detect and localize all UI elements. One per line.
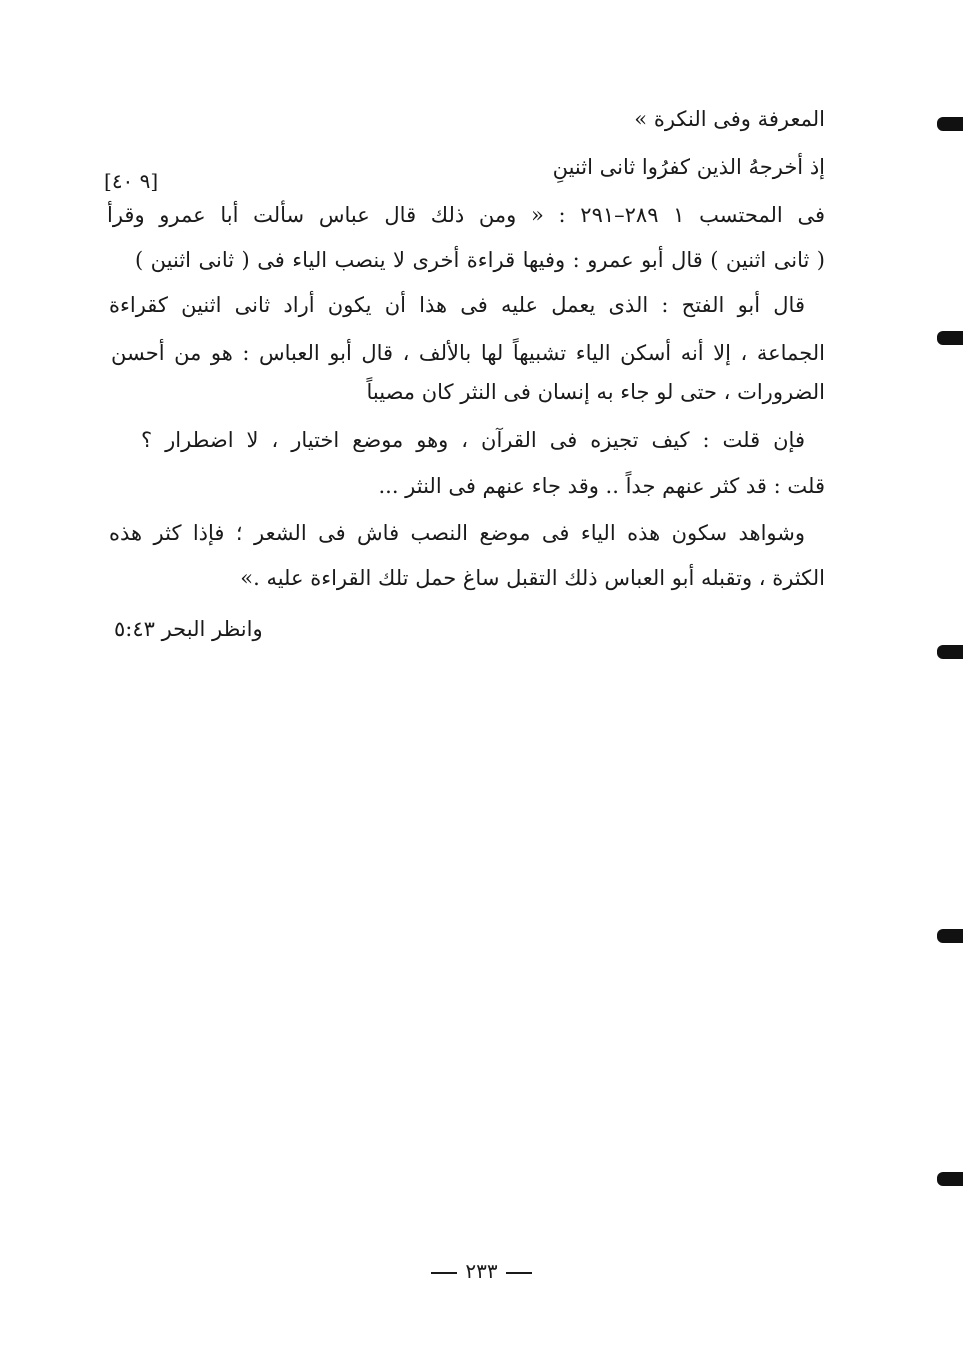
- verse-reference: [٩ ٤٠]: [104, 169, 159, 193]
- text-line-1: المعرفة وفى النكرة »: [634, 107, 825, 131]
- text-line-12-reference: وانظر البحر ٥:٤٣: [114, 617, 263, 641]
- text-line-8: فإن قلت : كيف تجيزه فى القرآن ، وهو موضع اختيار ، لا اضطرار ؟: [141, 428, 805, 452]
- binding-mark: [937, 117, 963, 131]
- binding-mark: [937, 331, 963, 345]
- dash-right: [431, 1272, 457, 1274]
- text-line-11: الكثرة ، وتقبله أبو العباس ذلك التقبل ساغ حمل تلك القراءة عليه .»: [240, 566, 825, 590]
- text-line-9: قلت : قد كثر عنهم جداً .. وقد جاء عنهم فى النثر ...: [378, 474, 825, 498]
- text-line-7: الضرورات ، حتى لو جاء به إنسان فى النثر كان مصيباً: [366, 380, 825, 404]
- page-number-value: ٢٣٣: [465, 1259, 498, 1283]
- binding-mark: [937, 1172, 963, 1186]
- text-line-10: وشواهد سكون هذه الياء فى موضع النصب فاش فى الشعر ؛ فإذا كثر هذه: [109, 521, 805, 545]
- text-line-3: فى المحتسب ١ ٢٨٩–٢٩١ : « ومن ذلك قال عباس سألت أبا عمرو وقرأ: [107, 203, 825, 227]
- text-line-4: ( ثانى اثنين ) قال أبو عمرو : وفيها قراءة أخرى لا ينصب الياء فى ( ثانى اثنين ): [135, 248, 825, 272]
- binding-mark: [937, 929, 963, 943]
- text-line-2-quran-verse: إذ أخرجهُ الذين كفرُوا ثانى اثنينِ: [552, 155, 825, 179]
- dash-left: [506, 1272, 532, 1274]
- page-number: [0, 1256, 963, 1286]
- text-line-5: قال أبو الفتح : الذى يعمل عليه فى هذا أن يكون أراد ثانى اثنين كقراءة: [109, 293, 805, 317]
- binding-mark: [937, 645, 963, 659]
- text-line-6: الجماعة ، إلا أنه أسكن الياء تشبيهاً لها بالألف ، قال أبو العباس : هو من أحسن: [111, 341, 825, 365]
